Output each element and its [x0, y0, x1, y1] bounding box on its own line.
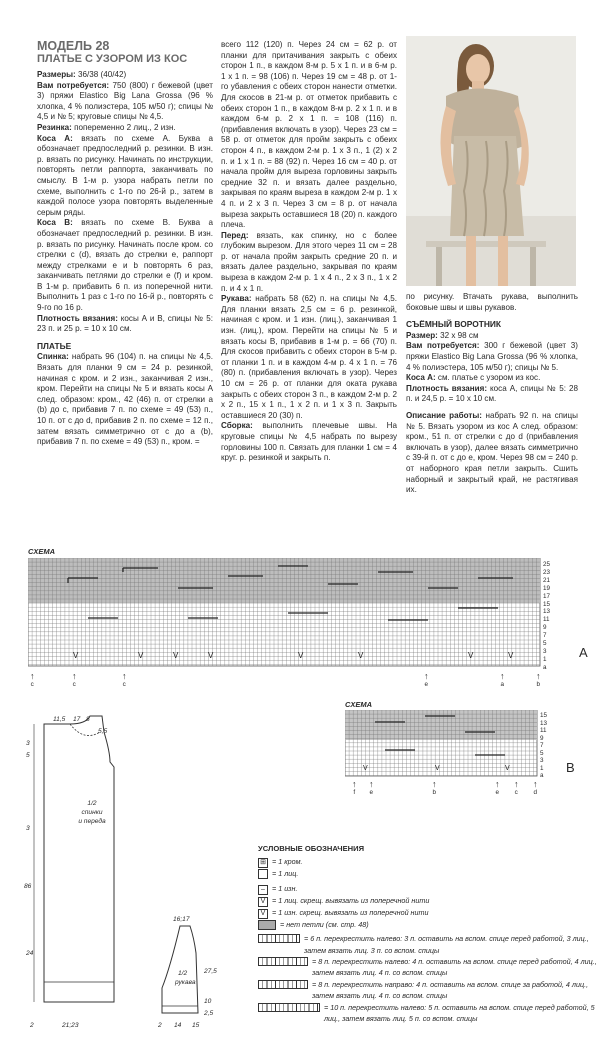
- legend-item: [258, 919, 598, 933]
- schema-b-letter: B: [566, 760, 575, 775]
- legend-items: [258, 856, 598, 1024]
- body-label-2: спинки: [81, 809, 103, 816]
- arrow-marker: ↑ a: [500, 671, 505, 688]
- svg-text:V: V: [173, 651, 179, 660]
- row-number: 13: [540, 719, 548, 727]
- legend: [258, 843, 598, 1024]
- arrow-marker: ↑ e: [424, 671, 429, 688]
- sleeve-side-dim-1: 27,5: [204, 968, 217, 975]
- schema-a-grid: [28, 558, 598, 698]
- legend-item: [258, 979, 598, 1002]
- svg-text:V: V: [363, 765, 368, 772]
- row-number: а: [543, 663, 547, 671]
- model-title: МОДЕЛЬ 28: [37, 39, 110, 53]
- sleeve-side-dim-2: 10: [204, 998, 212, 1005]
- label-collar-size: Размер:: [406, 330, 438, 340]
- legend-symbol-icon: –: [258, 883, 268, 895]
- row-number: 5: [540, 749, 544, 757]
- label-collar-materials: Вам потребуется:: [406, 341, 480, 351]
- label-materials: Вам потребуется:: [37, 80, 110, 90]
- body-left-dim-5: 86: [24, 883, 32, 890]
- legend-item: [258, 868, 598, 882]
- label-gauge: Плотность вязания:: [37, 313, 118, 323]
- arrow-marker: ↑ c: [30, 671, 35, 688]
- sleeve-label-2: рукава: [175, 979, 196, 986]
- row-number: 17: [543, 592, 551, 600]
- legend-item: [258, 895, 598, 907]
- body-left-dim-3: 3: [26, 825, 30, 832]
- svg-text:V: V: [208, 651, 214, 660]
- body-top-dim-2: 17: [73, 716, 81, 723]
- sleeve-bottom-dim-2: 14: [174, 1022, 182, 1029]
- row-number: 11: [543, 616, 550, 624]
- label-sizes: Размеры:: [37, 70, 76, 79]
- row-number: 25: [543, 561, 551, 568]
- legend-item: [258, 883, 598, 895]
- row-number: 13: [543, 608, 551, 616]
- legend-symbol-icon: [258, 956, 308, 969]
- sleeve-bottom-dim-3: 15: [192, 1022, 200, 1029]
- body-label-1: 1/2: [87, 800, 97, 807]
- schema-b-label: СХЕМА: [345, 700, 372, 709]
- body-bottom-dim-2: 21;23: [62, 1022, 79, 1029]
- model-subtitle: ПЛАТЬЕ С УЗОРОМ ИЗ КОС: [37, 53, 188, 65]
- legend-symbol-icon: ⊞: [258, 856, 268, 868]
- schema-a-label: СХЕМА: [28, 547, 55, 556]
- cable-a-text: вязать по схеме А. Буква а обозначает предпоследний р. резинки. В изн. р. вязать по рисунку. Начинать по инструкции, повторять петли раппорта, заканчивать по смыслу. В 1-м р. узора набрать петли по схеме, выполнить с 1-го по 26-й р., затем в каждой полосе узора повторять выделенные серым ряды.: [37, 133, 214, 217]
- text-column-3: [406, 292, 578, 496]
- work-description-text: набрать 92 п. на спицы № 5. Вязать узором из кос А след. образом: кром., 51 п. от стрелки с до d (прибавления включать в узор), далее вязать симметрично с 39-й п. от с до е, кром. Через 98 см = 240 р. от наборного края петли закрыть. Сшить наборный и закрытый край, не растягивая их.: [406, 410, 579, 495]
- woman-in-dress-illustration: [406, 36, 576, 286]
- legend-title: УСЛОВНЫЕ ОБОЗНАЧЕНИЯ: [258, 844, 365, 853]
- label-rib: Резинка:: [37, 122, 72, 132]
- collar-cable-text: см. платье с узором из кос.: [437, 373, 541, 383]
- legend-text: = 1 изн.: [272, 883, 298, 893]
- sleeve-side-dim-3: 2,5: [204, 1010, 214, 1017]
- legend-text: = 8 п. перекрестить направо: 4 п. оставить на вспом. спице за работой, 4 лиц., затем вязать лиц. 4 п. со вспом. спицы: [312, 979, 589, 1001]
- legend-item: [258, 856, 598, 868]
- row-number: 1: [540, 764, 544, 772]
- pattern-body-outline: [14, 712, 134, 1032]
- arrow-marker: ↑ e: [369, 779, 374, 796]
- legend-item: [258, 956, 598, 979]
- svg-text:V: V: [298, 651, 304, 660]
- legend-item: [258, 1002, 598, 1025]
- row-number: 9: [540, 734, 544, 742]
- svg-text:V: V: [508, 651, 514, 660]
- collar-heading: СЪЁМНЫЙ ВОРОТНИК: [406, 319, 502, 330]
- label-back: Спинка:: [37, 352, 69, 362]
- svg-text:V: V: [505, 765, 510, 772]
- gauge-text: косы А и В, спицы № 5: 23 п. и 25 р. = 10 х 10 см.: [37, 313, 213, 334]
- body-left-dim-1: 3: [26, 740, 30, 747]
- legend-item: [258, 907, 598, 919]
- legend-text: = нет петли (см. стр. 48): [280, 919, 369, 929]
- schema-a-letter: А: [579, 645, 588, 660]
- dress-heading: ПЛАТЬЕ: [37, 340, 72, 351]
- legend-text: = 6 п. перекрестить налево: 3 п. оставить на вспом. спице перед работой, 3 лиц., затем вязать лиц. 3 п. со вспом. спицы: [304, 934, 589, 955]
- legend-symbol-icon: [258, 1002, 320, 1015]
- sleeve-top-dim: 16;17: [173, 916, 190, 923]
- legend-symbol-icon: [258, 979, 308, 992]
- row-number: а: [540, 772, 544, 779]
- model-photo: [406, 36, 576, 286]
- row-number: 3: [540, 757, 544, 764]
- arrow-marker: ↑ e: [495, 779, 500, 796]
- legend-symbol-icon: V: [258, 907, 268, 919]
- legend-text: = 1 изн. скрещ. вывязать из поперечной нити: [272, 907, 429, 917]
- legend-symbol-icon: [258, 919, 276, 933]
- arrow-marker: ↑ f: [352, 779, 357, 796]
- arrow-marker: ↑ c: [72, 671, 77, 688]
- row-number: 1: [543, 655, 547, 663]
- assembly-continued-text: по рисунку. Втачать рукава, выполнить боковые швы и швы рукавов.: [406, 292, 578, 312]
- legend-symbol-icon: [258, 933, 300, 946]
- sleeve-label-1: 1/2: [178, 970, 188, 977]
- row-number: 15: [540, 712, 548, 719]
- front-text: вязать, как спинку, но с более глубоким вырезом. Для этого через 11 см = 28 р. от начала пройм закрыть средние 20 п. и вязать далее раздельно, закрывая по краям выреза в каждом 2-м р. 1 х 4 п., 2 х 3 п., 1 х 2 п. и 4 х 1 п.: [221, 230, 398, 293]
- row-number: 7: [543, 632, 547, 640]
- label-assembly: Сборка:: [221, 421, 253, 431]
- svg-text:V: V: [358, 651, 364, 660]
- row-number: 19: [543, 584, 551, 592]
- body-left-dim-4: 24: [26, 950, 34, 957]
- row-number: 21: [543, 576, 551, 584]
- svg-text:V: V: [73, 651, 79, 660]
- back-continued-text: всего 112 (120) п. Через 24 см = 62 р. от планки для притачивания закрыть с обеих сторон 1 п., в каждом 8-м р. 5 х 1 п. и в 6-м р. 1 х 1 п. = 98 (106) п. Через 19 см = 48 р. от 1-го убавления с обеих сторон нанести отметки. Для скосов в 21-м р. от отметок прибавить с обеих сторон 1 п., в каждом 8-м р. 2 х 1 п. и в каждом 6-м р. 2 х 1 п. = 108 (116) п. (прибавления включать в узор). Через 23 см = 58 р. от отметок для пройм закрыть с обеих сторон 4 п., в каждом 2-м р. 1 х 3 п., 1 (2) х 2 п. и 1 х 1 п. = 88 (92) п. Через 16 см = 40 р. от начала пройм для выреза горловины закрыть средние 32 п. и вязать далее раздельно, закрывая по краям выреза в каждом 2-м р. 1 х 4 п. и 2 х 3 п. Через 3 см = 8 р. от начала выреза закрыть оставшиеся 18 (20) п. каждого плеча.: [221, 40, 397, 230]
- body-top-dim-3: 8: [86, 716, 90, 723]
- collar-gauge-text: коса А, спицы № 5: 28 п. и 24,5 р. = 10 х 10 см.: [406, 383, 579, 404]
- body-bottom-dim-1: 2: [30, 1022, 34, 1029]
- label-cable-b: Коса В:: [37, 218, 73, 228]
- text-column-1: [37, 40, 213, 448]
- arrow-marker: ↑ d: [533, 779, 538, 796]
- body-top-dim-1: 11,5: [53, 716, 66, 723]
- assembly-text: выполнить плечевые швы. На круговые спицы № 4,5 набрать по вырезу горловины 100 п. Связать для планки 1 см = 4 круг. р. резинкой и закрыть п.: [221, 421, 398, 463]
- back-text: набрать 96 (104) п. на спицы № 4,5. Вязать для планки 9 см = 24 р. резинкой, начиная с кром. и 2 изн., заканчивая 2 изн., кром. Перейти на спицы № 5 и вязать косы А след. образом: кром., 42 (46) п. от стрелки а (b) до с, прибавив 7 п. по схеме = 49 (53) п., 10 п. от с до d, прибавив 2 п. по схеме = 12 п., затем вязать симметрично от с до а (b), прибавив 7 п. по схеме = 49 (53) п., кром. =: [37, 352, 214, 447]
- row-number: 3: [543, 647, 547, 655]
- legend-text: = 1 лиц. скрещ. вывязать из поперечной нити: [272, 895, 430, 905]
- svg-text:V: V: [468, 651, 474, 660]
- label-sleeves: Рукава:: [221, 294, 252, 304]
- label-front: Перед:: [221, 230, 249, 240]
- legend-item: [258, 933, 598, 956]
- svg-text:V: V: [435, 765, 440, 772]
- arrow-marker: ↑ b: [536, 671, 541, 688]
- arrow-marker: ↑ b: [432, 779, 437, 796]
- label-collar-gauge: Плотность вязания:: [406, 383, 488, 393]
- row-number: 15: [543, 600, 551, 608]
- svg-text:V: V: [138, 651, 144, 660]
- row-number: 11: [540, 727, 547, 734]
- text-column-2: [221, 40, 397, 464]
- collar-materials-text: 300 г бежевой (цвет 3) пряжи Elastico Big Lana Grossa (96 % хлопка, 4 % полиэстера, 105 м/50 г); спицы № 5.: [406, 341, 578, 372]
- materials-text: 750 (800) г бежевой (цвет 3) пряжи Elastico Big Lana Grossa (96 % хлопка, 4 % полиэстера, 105 м/50 г); спицы № 4,5 и № 5; круговые спицы № 4,5.: [37, 80, 213, 122]
- sleeves-text: набрать 58 (62) п. на спицы № 4,5. Для планки вязать 2,5 см = 6 р. резинкой, начиная с кром. и 1 изн. (лиц.), заканчивая 1 изн. (лиц.), кром. Перейти на спицы № 5 и вязать косы В, прибавив в 1-м р. = 66 (70) п. Для скосов прибавить с обеих сторон в 5-м р. от планки 1 п. и в каждом 4-м р. 4 х 1 п. = 76 (80) п. (прибавления включать в узор). Через 10 см = 26 р. от планки для оката рукава закрыть с обеих сторон 3 п., в каждом 2-м р. 2 х 2 п., 15 х 1 п., 1 х 2 п. и 1 х 3 п. Закрыть оставшиеся 20 (30) п.: [221, 294, 398, 420]
- row-number: 23: [543, 568, 551, 576]
- body-left-dim-2: 5: [26, 752, 30, 759]
- label-work-description: Описание работы:: [406, 410, 482, 420]
- legend-text: = 1 кром.: [272, 857, 303, 867]
- sleeve-bottom-dim-1: 2: [158, 1022, 162, 1029]
- legend-symbol-icon: V: [258, 895, 268, 907]
- collar-size-value: 32 х 98 см: [440, 330, 479, 340]
- cable-b-text: вязать по схеме В. Буква а обозначает предпоследний р. резинки. В изн. р. вязать по рисунку. Начинать после кром. со стрелки с (d), вязать до стрелки е, раппорт между стрелками е и b повторять 6 раз, заканчивать петлями до стрелки е (f) и кром. В 1-м р. прибавить 6 п. из поперечной нити. Выполнить 1 раз с 1-го по 16-й р., повторять с 9-го по 16 р.: [37, 218, 214, 313]
- legend-text: = 1 лиц.: [272, 869, 299, 879]
- body-label-3: и переда: [78, 818, 106, 825]
- legend-text: = 8 п. перекрестить налево: 4 п. оставить на вспом. спице перед работой, 4 лиц., затем вязать лиц. 4 п. со вспом. спицы: [312, 957, 597, 978]
- pattern-sleeve-outline: [150, 918, 230, 1028]
- row-number: 5: [543, 640, 547, 647]
- arrow-marker: ↑ c: [514, 779, 519, 796]
- arrow-marker: ↑ c: [122, 671, 127, 688]
- label-cable-a: Коса А:: [37, 133, 73, 143]
- body-top-dim-4: 5,5: [98, 728, 108, 735]
- legend-text: = 10 п. перекрестить налево: 5 п. оставить на вспом. спице перед работой, 5 лиц., затем вязать лиц. 5 п. со вспом. спицы: [324, 1002, 595, 1024]
- rib-text: попеременно 2 лиц., 2 изн.: [74, 122, 176, 132]
- legend-symbol-icon: [258, 868, 268, 882]
- row-number: 7: [540, 742, 544, 749]
- label-collar-cable: Коса А:: [406, 373, 436, 383]
- row-number: 9: [543, 624, 547, 632]
- sizes-value: 36/38 (40/42): [78, 70, 127, 79]
